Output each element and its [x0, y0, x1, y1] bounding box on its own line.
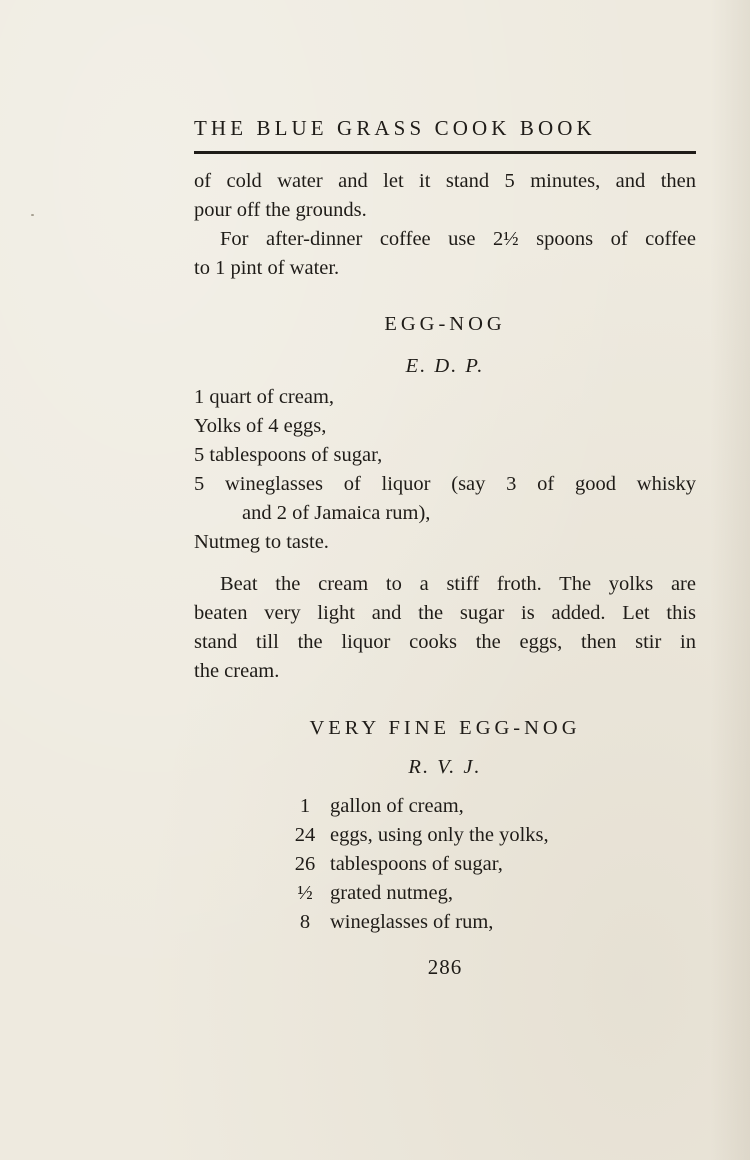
ingredient-line-continued: and 2 of Jamaica rum),: [242, 502, 431, 524]
page-number: 286: [427, 955, 463, 979]
ingredient-row: [290, 824, 610, 853]
paragraph-line: to 1 pint of water.: [194, 257, 340, 279]
paragraph-line: For after-dinner coffee use 2½ spoons of coffee: [220, 228, 696, 250]
ingredient-quantity: 26: [294, 853, 316, 875]
ingredient-line: Yolks of 4 eggs,: [194, 415, 327, 437]
ingredient-row: [290, 853, 610, 882]
recipe-author-very-fine-egg-nog: R. V. J.: [408, 756, 482, 778]
ingredient-line: 1 quart of cream,: [194, 386, 335, 408]
ingredient-row: [290, 795, 610, 824]
egg-nog-directions-paragraph: [194, 570, 696, 686]
ingredient-item: tablespoons of sugar,: [330, 853, 503, 875]
ingredient-quantity: ½: [297, 882, 313, 904]
header-rule: [194, 151, 696, 154]
ingredient-quantity: 24: [294, 824, 316, 846]
ingredient-item: gallon of cream,: [330, 795, 464, 817]
paragraph-line: stand till the liquor cooks the eggs, then stir in: [194, 631, 696, 653]
recipe-author-egg-nog: E. D. P.: [405, 355, 485, 377]
recipe-title-egg-nog: EGG-NOG: [384, 313, 506, 335]
paragraph-line: the cream.: [194, 660, 280, 682]
ingredient-item: grated nutmeg,: [330, 882, 453, 904]
ingredient-row: [290, 911, 610, 940]
recipe-title-very-fine-egg-nog: VERY FINE EGG-NOG: [309, 717, 581, 739]
ingredient-row: [290, 882, 610, 911]
running-head: THE BLUE GRASS COOK BOOK: [194, 116, 596, 140]
paragraph-line: of cold water and let it stand 5 minutes, and then: [194, 170, 696, 192]
page-edge-shadow: [710, 0, 750, 1160]
after-dinner-coffee-paragraph: [194, 225, 696, 283]
ingredient-item: eggs, using only the yolks,: [330, 824, 549, 846]
paragraph-line: pour off the grounds.: [194, 199, 367, 221]
ingredient-line: 5 wineglasses of liquor (say 3 of good whisky: [194, 473, 696, 495]
ingredient-quantity: 1: [299, 795, 311, 817]
ingredient-line: Nutmeg to taste.: [194, 531, 329, 553]
coffee-continuation-paragraph: [194, 167, 696, 225]
paragraph-line: Beat the cream to a stiff froth. The yolks are: [220, 573, 696, 595]
ingredient-item: wineglasses of rum,: [330, 911, 494, 933]
paper-speck: [31, 214, 34, 216]
ingredient-quantity: 8: [299, 911, 311, 933]
paragraph-line: beaten very light and the sugar is added. Let this: [194, 602, 696, 624]
ingredient-line: 5 tablespoons of sugar,: [194, 444, 383, 466]
